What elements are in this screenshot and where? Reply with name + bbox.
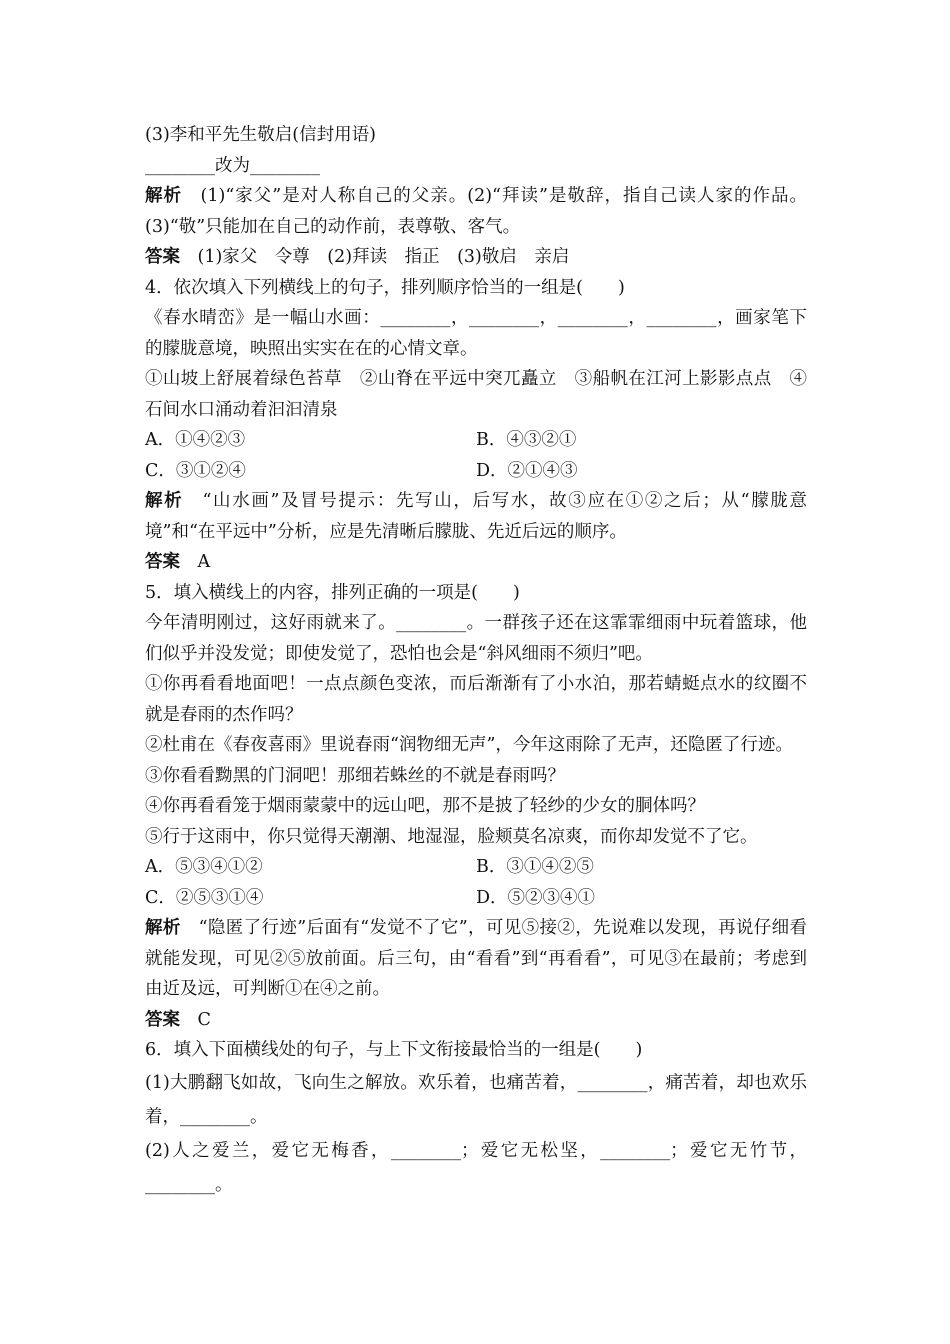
q4-options-row-2 (145, 456, 807, 487)
answer-text: (1)家父 令尊 (2)拜读 指正 (3)敬启 亲启 (197, 247, 570, 267)
q5-analysis (145, 913, 807, 1005)
q3-answer (145, 242, 807, 273)
option-b: B．③①④②⑤ (476, 857, 594, 877)
answer-label: 答案 (145, 552, 180, 572)
q4-items: ①山坡上舒展着绿色苔草 ②山脊在平远中突兀矗立 ③船帆在江河上影影点点 ④石间水口涌动着汩汩清泉 (145, 369, 807, 420)
q6-item-1: (1)大鹏翻飞如故，飞向生之解放。欢乐着，也痛苦着，________，痛苦着，却也欢乐着，________。 (145, 1072, 807, 1127)
q3-analysis (145, 181, 807, 242)
q4-analysis (145, 486, 807, 547)
answer-text: C (197, 1009, 211, 1030)
option-c: C．②⑤③①④ (145, 887, 264, 908)
q4-passage: 《春水晴峦》是一幅山水画：________，________，________，________，画家笔下的朦胧意境，映照出实实在在的心情文章。 (145, 308, 807, 359)
answer-label: 答案 (145, 247, 180, 267)
analysis-label: 解析 (145, 491, 184, 511)
q4-stem: 4．依次填入下列横线上的句子，排列顺序恰当的一组是( ) (145, 277, 625, 298)
analysis-text: “山水画”及冒号提示：先写山，后写水，故③应在①②之后；从“朦胧意境”和“在平远中”分析，应是先清晰后朦胧、先近后远的顺序。 (145, 491, 808, 542)
q5-options-row-2 (145, 883, 807, 914)
option-b: B．④③②① (476, 430, 577, 450)
q5-item-3: ③你看看黝黑的门洞吧！那细若蛛丝的不就是春雨吗？ (145, 765, 565, 786)
q5-item-4: ④你再看看笼于烟雨蒙蒙中的远山吧，那不是披了轻纱的少女的胴体吗？ (145, 796, 705, 816)
answer-label: 答案 (145, 1009, 180, 1030)
q5-answer (145, 1005, 807, 1036)
q5-passage: 今年清明刚过，这好雨就来了。________。一群孩子还在这霏霏细雨中玩着篮球，他们似乎并没发觉；即使发觉了，恐怕也会是“斜风细雨不须归”吧。 (145, 613, 807, 664)
q3-item3: (3)李和平先生敬启(信封用语) (145, 125, 376, 145)
q4-options-row-1 (145, 425, 807, 456)
document-page (145, 120, 807, 1202)
option-a: A．⑤③④①② (145, 857, 263, 877)
option-c: C．③①②④ (145, 460, 246, 481)
q4-answer (145, 547, 807, 578)
q6-item-2: (2)人之爱兰，爱它无梅香，________；爱它无松坚，________；爱它无竹节，________。 (145, 1140, 807, 1195)
q5-options-row-1 (145, 852, 807, 883)
analysis-label: 解析 (145, 186, 183, 206)
option-d: D．⑤②③④① (476, 887, 596, 908)
q6-stem: 6．填入下面横线处的句子，与上下文衔接最恰当的一组是( ) (145, 1040, 643, 1060)
q5-item-1: ①你再看看地面吧！一点点颜色变浓，而后渐渐有了小水泊，那若蜻蜓点水的纹圈不就是春雨的杰作吗？ (145, 674, 807, 725)
analysis-label: 解析 (145, 918, 181, 938)
analysis-text: (1)“家父”是对人称自己的父亲。(2)“拜读”是敬辞，指自己读人家的作品。(3)“敬”只能加在自己的动作前，表尊敬、客气。 (145, 186, 808, 237)
q5-item-5: ⑤行于这雨中，你只觉得天潮潮、地湿湿，脸颊莫名凉爽，而你却发觉不了它。 (145, 826, 758, 847)
option-a: A．①④②③ (145, 430, 246, 450)
q3-item3-change: ________改为________ (145, 155, 320, 176)
q5-item-2: ②杜甫在《春夜喜雨》里说春雨“润物细无声”，今年这雨除了无声，还隐匿了行迹。 (145, 735, 793, 755)
answer-text: A (197, 552, 211, 572)
q5-stem: 5．填入横线上的内容，排列正确的一项是( ) (145, 582, 520, 603)
analysis-text: “隐匿了行迹”后面有“发觉不了它”，可见⑤接②，先说难以发现，再说仔细看就能发现，可见②⑤放前面。后三句，由“看看”到“再看看”，可见③在最前；考虑到由近及远，可判断①在④之前。 (145, 918, 808, 999)
option-d: D．②①④③ (476, 460, 578, 481)
